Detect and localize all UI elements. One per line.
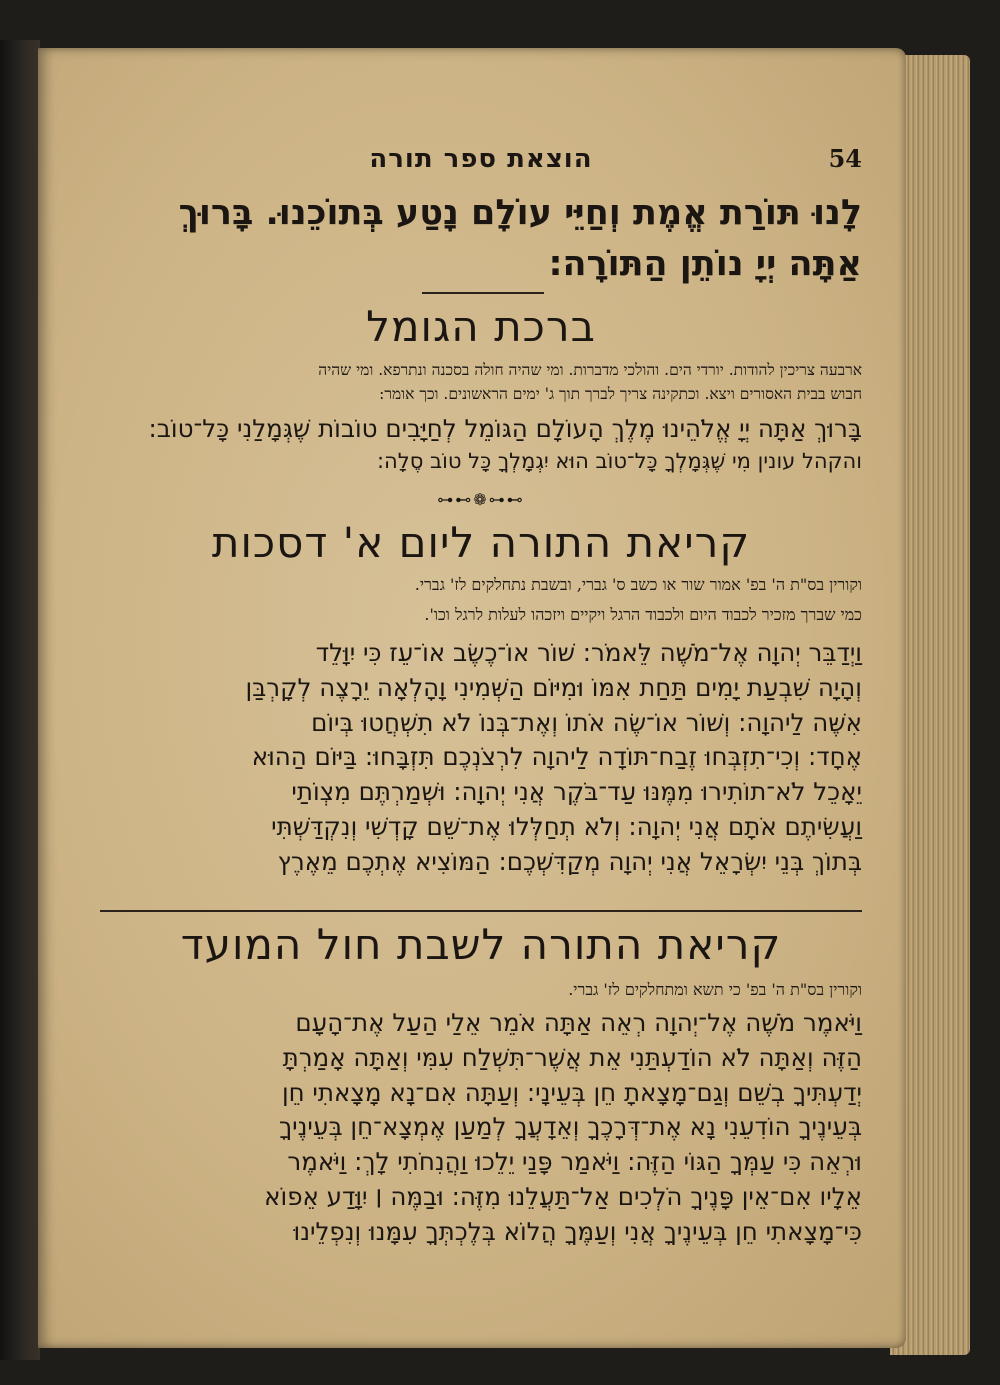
page-number: 54 [828, 144, 862, 173]
reading-line: בְּעֵינֶיךָ הוֹדִעֵנִי נָא אֶת־דְּרָכֶךָ וְאֵדָעֲךָ לְמַעַן אֶמְצָא־חֵן בְּעֵינֶיךָ [278, 1112, 862, 1142]
chol-hamoed-heading: קריאת התורה לשבת חול המועד [180, 920, 782, 969]
blessing-response-line: והקהל עונין מִי שֶׁגְּמָלְךָ כָּל־טוֹב הוּא יִגְמָלְךָ כָּל טוֹב סֶלָה: [376, 448, 862, 473]
reading-line: וַיֹּאמֶר מֹשֶׁה אֶל־יְהוָה רְאֵה אַתָּה אֹמֵר אֵלַי הַעַל אֶת־הָעָם [295, 1008, 862, 1037]
book-binding [0, 40, 40, 1360]
sukkot-reading [100, 636, 862, 879]
gomel-blessing [100, 412, 862, 477]
reading-line: אֵלָיו אִם־אֵין פָּנֶיךָ הֹלְכִים אַל־תַּעֲלֵנוּ מִזֶּה: וּבַמֶּה ׀ יִוָּדַע אֵפוֹא [264, 1181, 862, 1211]
note-line: וקורין בס"ת ה' בפ' כי תשא ומתחלקים לז' גברי. [568, 980, 862, 999]
reading-line: יֵאָכֵל לֹא־תוֹתִירוּ מִמֶּנּוּ עַד־בֹּקֶר אֲנִי יְהוָה: וּשְׁמַרְתֶּם מִצְוֺתַי [291, 777, 862, 807]
chol-hamoed-notes [100, 978, 862, 1003]
instruction-line: חבוש בבית האסורים ויצא. וכתקינה צריך לברך תוך ג' ימים הראשונים. וכך אומר: [379, 385, 862, 404]
gomel-instructions [100, 358, 862, 406]
opening-blessing [100, 188, 862, 290]
reading-line: וַיְדַבֵּר יְהוָה אֶל־מֹשֶׁה לֵּאמֹר: שׁוֹר אוֹ־כֶשֶׂב אוֹ־עֵז כִּי יִוָּלֵד [315, 638, 862, 667]
reading-line: כִּי־מָצָאתִי חֵן בְּעֵינֶיךָ אֲנִי וְעַמֶּךָ הֲלוֹא בְּלֶכְתְּךָ עִמָּנוּ וְנִפְלֵינוּ [293, 1216, 862, 1246]
reading-line: יְדַעְתִּיךָ בְשֵׁם וְגַם־מָצָאתָ חֵן בְּעֵינָי: וְעַתָּה אִם־נָא מָצָאתִי חֵן [281, 1077, 862, 1107]
chol-hamoed-reading [100, 1006, 862, 1249]
section-ornament: ⊶⊷❁⊶⊷ [437, 490, 525, 509]
reading-line: וּרְאֵה כִּי עַמְּךָ הַגּוֹי הַזֶּה: וַיֹּאמַר פָּנַי יֵלֵכוּ וַהֲנִחֹתִי לָךְ: וַיֹּאמֶר [287, 1147, 862, 1177]
reading-line: אֶחָד: וְכִי־תִזְבְּחוּ זֶבַח־תּוֹדָה לַיהוָה לִרְצֹנְכֶם תִּזְבָּחוּ: בַּיּוֹם הַהוּא [251, 742, 862, 772]
page-header [100, 144, 862, 184]
sukkot-heading: קריאת התורה ליום א' דסכות [211, 518, 751, 567]
running-head: הוצאת ספר תורה [369, 144, 593, 174]
blessing-line: בָּרוּךְ אַתָּה יְיָ אֱלֹהֵינוּ מֶלֶךְ הָעוֹלָם הַגּוֹמֵל לְחַיָּבִים טוֹבוֹת שֶׁגְּמָלַנִי כָּל־טוֹב: [148, 414, 862, 443]
note-line: כמי שברך מזכיר לכבוד היום ולכבוד הרגל ויקיים ויזכהו לעלות לרגל וכו'. [424, 605, 862, 625]
section-divider [100, 910, 862, 912]
sukkot-notes [100, 570, 862, 631]
reading-line: וְהָיָה שִׁבְעַת יָמִים תַּחַת אִמּוֹ וּמִיּוֹם הַשְּׁמִינִי וָהָלְאָה יֵרָצֶה לְקָרְבַּן [245, 672, 862, 702]
opening-line: לָנוּ תּוֹרַת אֱמֶת וְחַיֵּי עוֹלָם נָטַע בְּתוֹכֵנוּ. בָּרוּךְ [178, 193, 862, 233]
reading-line: הַזֶּה וְאַתָּה לֹא הוֹדַעְתַּנִי אֵת אֲשֶׁר־תִּשְׁלַח עִמִּי וְאַתָּה אָמַרְתָּ [282, 1042, 862, 1072]
gomel-heading: ברכת הגומל [366, 302, 596, 351]
reading-line: אִשֶּׁה לַיהוָה: וְשׁוֹר אוֹ־שֶׂה אֹתוֹ וְאֶת־בְּנוֹ לֹא תִשְׁחֲטוּ בְּיוֹם [311, 707, 862, 737]
reading-line: וַעֲשִׂיתֶם אֹתָם אֲנִי יְהוָה: וְלֹא תְחַלְּלוּ אֶת־שֵׁם קָדְשִׁי וְנִקְדַּשְׁתִּי [271, 811, 862, 841]
instruction-line: ארבעה צריכין להודות. יורדי הים. והולכי מדברות. ומי שהיה חולה בסכנה ונתרפא. ומי שהיה [318, 361, 862, 379]
opening-line: אַתָּה יְיָ נוֹתֵן הַתּוֹרָה: [548, 243, 862, 284]
book-page [38, 48, 906, 1348]
divider-rule [422, 292, 544, 294]
page-content [100, 48, 862, 1348]
note-line: וקורין בס"ת ה' בפ' אמור שור או כשב ס' גברי, ובשבת נתחלקים לז' גברי. [414, 575, 862, 594]
reading-line: בְּתוֹךְ בְּנֵי יִשְׂרָאֵל אֲנִי יְהוָה מְקַדִּשְׁכֶם: הַמּוֹצִיא אֶתְכֶם מֵאֶרֶץ [277, 846, 862, 876]
